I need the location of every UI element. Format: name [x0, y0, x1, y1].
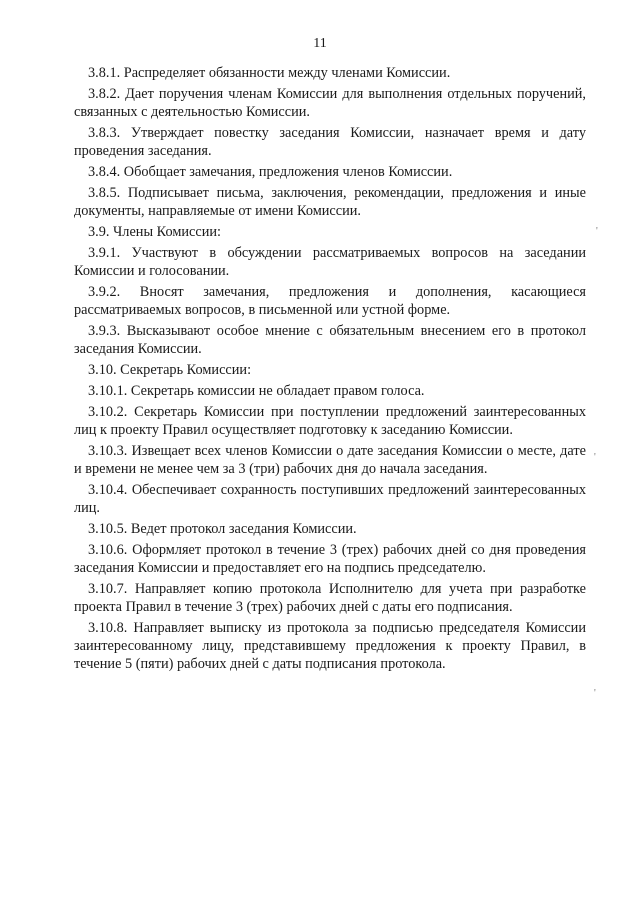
paragraph-3-10-2: 3.10.2. Секретарь Комиссии при поступлении предложений заинтересованных лиц к проекту Правил осуществляет подготовку к заседанию Комиссии. [74, 404, 586, 438]
paragraph-3-8-2: 3.8.2. Дает поручения членам Комиссии для выполнения отдельных поручений, связанных с деятельностью Комиссии. [74, 86, 586, 120]
paragraph-3-8-4: 3.8.4. Обобщает замечания, предложения членов Комиссии. [88, 164, 453, 180]
paragraph-3-8-5: 3.8.5. Подписывает письма, заключения, рекомендации, предложения и иные документы, направляемые от имени Комиссии. [74, 185, 586, 219]
paragraph-3-9: 3.9. Члены Комиссии: [88, 224, 221, 240]
page-number: 11 [313, 36, 327, 51]
paragraph-3-10-4: 3.10.4. Обеспечивает сохранность поступивших предложений заинтересованных лиц. [74, 482, 586, 516]
paragraph-3-9-2: 3.9.2. Вносят замечания, предложения и дополнения, касающиеся рассматриваемых вопросов, в письменной или устной форме. [74, 284, 586, 318]
paragraph-3-10-6: 3.10.6. Оформляет протокол в течение 3 (трех) рабочих дней со дня проведения заседания Комиссии и предоставляет его на подпись председателю. [74, 542, 586, 576]
scan-speck: ' [594, 688, 596, 699]
paragraph-3-10: 3.10. Секретарь Комиссии: [88, 362, 252, 378]
paragraph-3-8-3: 3.8.3. Утверждает повестку заседания Комиссии, назначает время и дату проведения заседания. [74, 125, 586, 159]
scan-speck: ' [594, 452, 596, 463]
paragraph-3-10-7: 3.10.7. Направляет копию протокола Исполнителю для учета при разработке проекта Правил в течение 3 (трех) рабочих дней с даты его подписания. [74, 581, 586, 615]
document-body [74, 64, 586, 676]
paragraph-3-10-5: 3.10.5. Ведет протокол заседания Комиссии. [88, 521, 357, 537]
paragraph-3-9-1: 3.9.1. Участвуют в обсуждении рассматриваемых вопросов на заседании Комиссии и голосовании. [74, 245, 586, 279]
paragraph-3-9-3: 3.9.3. Высказывают особое мнение с обязательным внесением его в протокол заседания Комиссии. [74, 323, 586, 357]
paragraph-3-10-1: 3.10.1. Секретарь комиссии не обладает правом голоса. [88, 383, 425, 399]
scan-speck: ' [596, 226, 598, 237]
paragraph-3-10-3: 3.10.3. Извещает всех членов Комиссии о дате заседания Комиссии о месте, дате и времени не менее чем за 3 (три) рабочих дня до начала заседания. [74, 443, 586, 477]
paragraph-3-10-8: 3.10.8. Направляет выписку из протокола за подписью председателя Комиссии заинтересованному лицу, представившему предложения к проекту Правил, в течение 5 (пяти) рабочих дней с даты подписания протокола. [74, 620, 586, 672]
paragraph-3-8-1: 3.8.1. Распределяет обязанности между членами Комиссии. [88, 65, 451, 81]
